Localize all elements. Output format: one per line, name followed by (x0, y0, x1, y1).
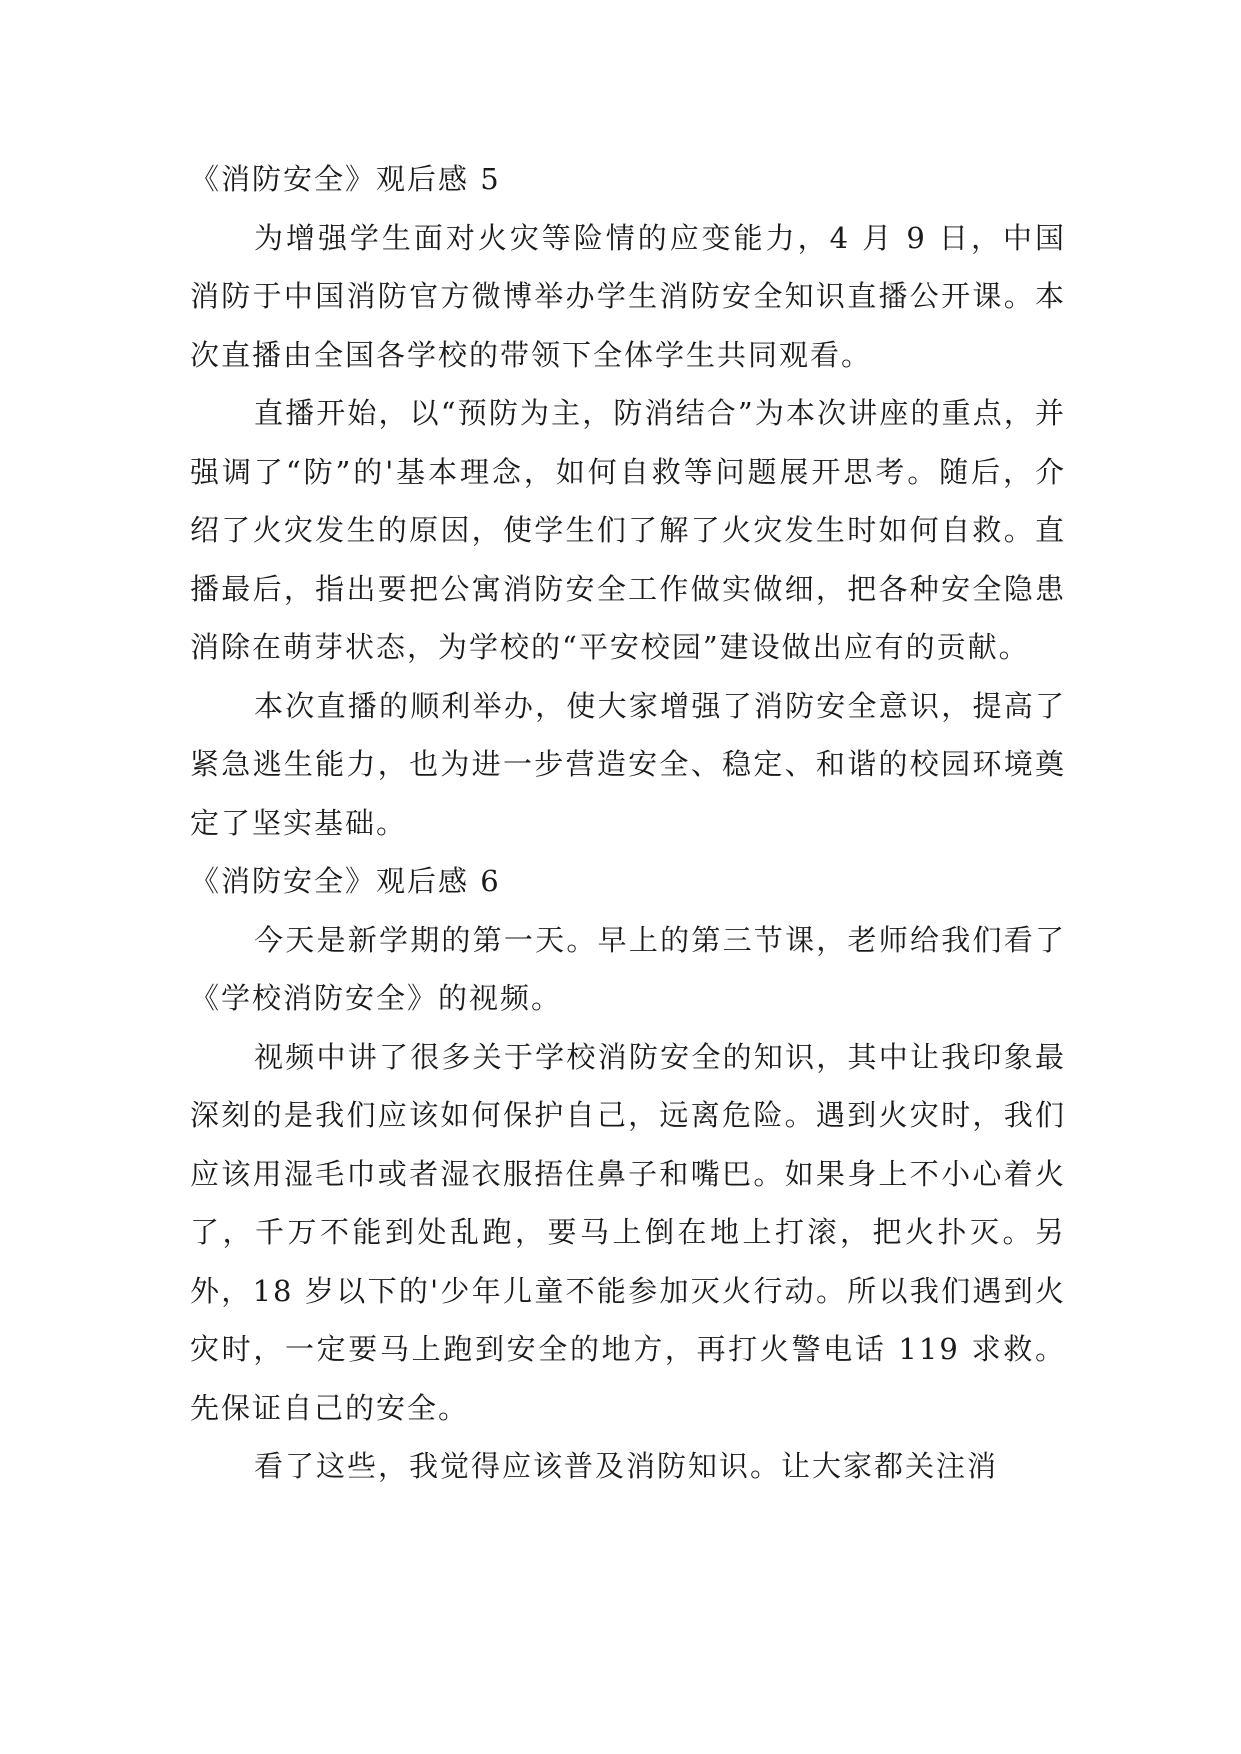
document-body (190, 150, 1066, 1496)
section-title: 《消防安全》观后感 5 (190, 162, 501, 196)
paragraph: 本次直播的顺利举办，使大家增强了消防安全意识，提高了紧急逃生能力，也为进一步营造安全、稳定、和谐的校园环境奠定了坚实基础。 (190, 688, 1066, 840)
paragraph: 视频中讲了很多关于学校消防安全的知识，其中让我印象最深刻的是我们应该如何保护自己，远离危险。遇到火灾时，我们应该用湿毛巾或者湿衣服捂住鼻子和嘴巴。如果身上不小心着火了，千万不能到处乱跑，要马上倒在地上打滚，把火扑灭。另外，18 岁以下的'少年儿童不能参加灭火行动。所以我们遇到火灾时，一定要马上跑到安全的地方，再打火警电话 119 求救。先保证自己的安全。 (190, 1039, 1066, 1425)
paragraph: 直播开始，以“预防为主，防消结合”为本次讲座的重点，并强调了“防”的'基本理念，如何自救等问题展开思考。随后，介绍了火灾发生的原因，使学生们了解了火灾发生时如何自救。直播最后，指出要把公寓消防安全工作做实做细，把各种安全隐患消除在萌芽状态，为学校的“平安校园”建设做出应有的贡献。 (190, 396, 1066, 664)
section-5 (190, 150, 1066, 852)
paragraph: 为增强学生面对火灾等险情的应变能力，4 月 9 日，中国消防于中国消防官方微博举办学生消防安全知识直播公开课。本次直播由全国各学校的带领下全体学生共同观看。 (190, 220, 1066, 372)
section-6 (190, 852, 1066, 1496)
paragraph: 看了这些，我觉得应该普及消防知识。让大家都关注消 (254, 1449, 999, 1483)
section-title: 《消防安全》观后感 6 (190, 864, 501, 898)
paragraph: 今天是新学期的第一天。早上的第三节课，老师给我们看了《学校消防安全》的视频。 (190, 922, 1066, 1015)
